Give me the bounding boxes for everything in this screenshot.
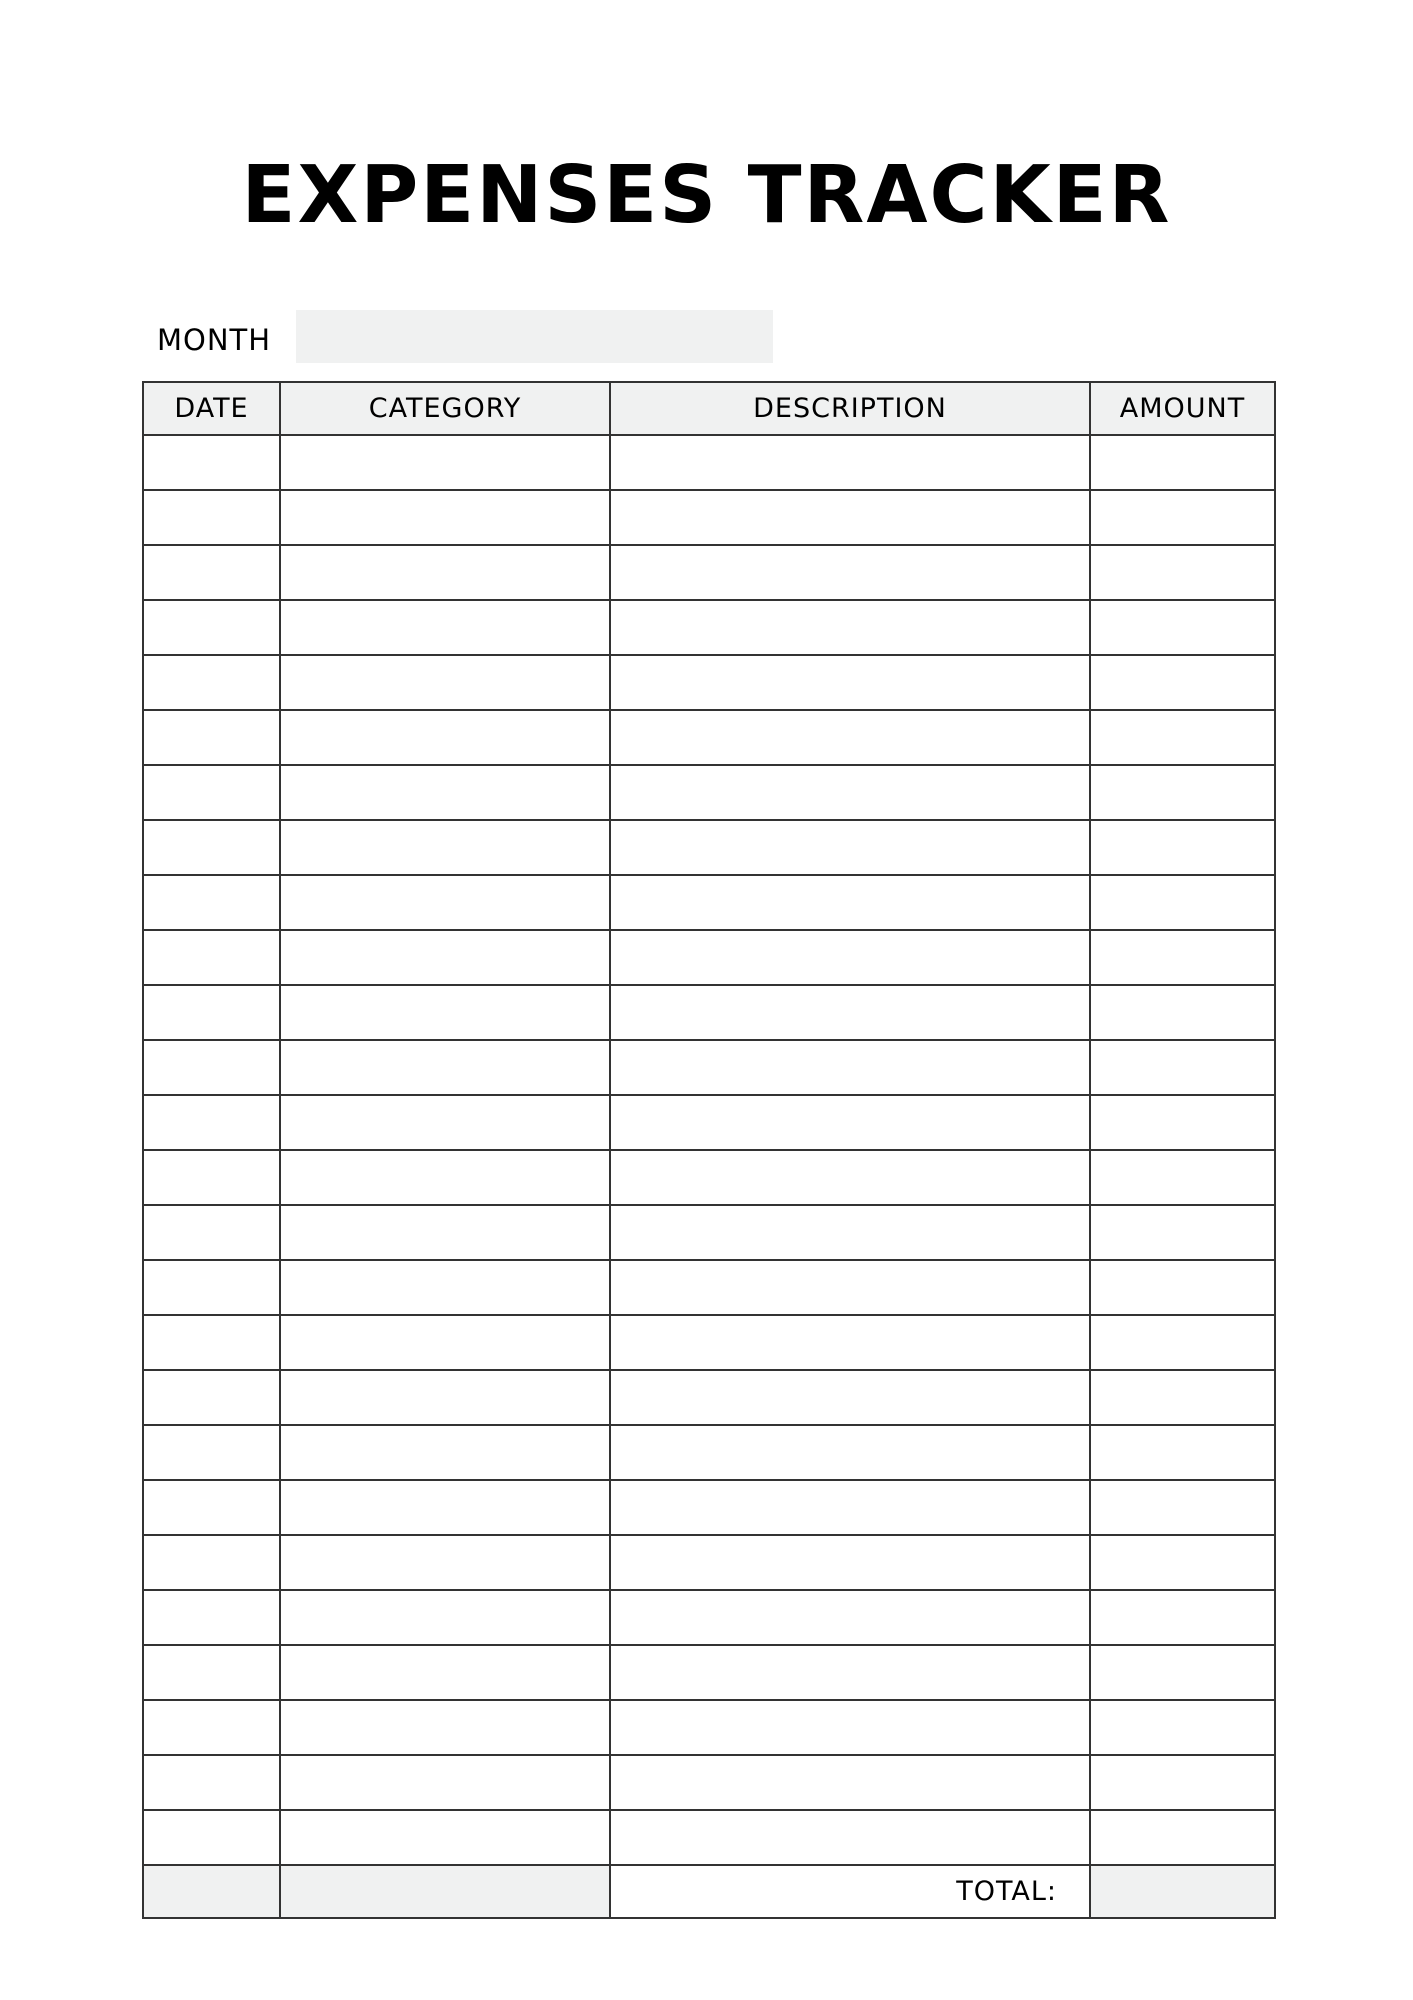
table-row (143, 1810, 1275, 1865)
amount-cell[interactable] (1090, 1205, 1275, 1260)
category-cell[interactable] (280, 600, 610, 655)
amount-cell[interactable] (1090, 710, 1275, 765)
description-cell[interactable] (610, 1755, 1090, 1810)
table-body (143, 435, 1275, 1865)
total-label: TOTAL: (610, 1865, 1090, 1918)
table-row (143, 765, 1275, 820)
date-cell[interactable] (143, 655, 280, 710)
description-cell[interactable] (610, 1095, 1090, 1150)
category-cell[interactable] (280, 1810, 610, 1865)
date-cell[interactable] (143, 1590, 280, 1645)
description-cell[interactable] (610, 490, 1090, 545)
description-cell[interactable] (610, 1205, 1090, 1260)
date-cell[interactable] (143, 1370, 280, 1425)
amount-cell[interactable] (1090, 1480, 1275, 1535)
amount-cell[interactable] (1090, 1755, 1275, 1810)
amount-cell[interactable] (1090, 1150, 1275, 1205)
table-row (143, 1370, 1275, 1425)
amount-cell[interactable] (1090, 545, 1275, 600)
category-cell[interactable] (280, 1480, 610, 1535)
amount-cell[interactable] (1090, 1040, 1275, 1095)
total-row (143, 1865, 1275, 1918)
table-row (143, 490, 1275, 545)
category-cell[interactable] (280, 765, 610, 820)
category-cell[interactable] (280, 1040, 610, 1095)
amount-cell[interactable] (1090, 1315, 1275, 1370)
amount-cell[interactable] (1090, 875, 1275, 930)
amount-cell[interactable] (1090, 820, 1275, 875)
description-cell[interactable] (610, 1480, 1090, 1535)
description-cell[interactable] (610, 875, 1090, 930)
table-row (143, 930, 1275, 985)
description-cell[interactable] (610, 1260, 1090, 1315)
date-cell[interactable] (143, 875, 280, 930)
category-cell[interactable] (280, 655, 610, 710)
amount-cell[interactable] (1090, 655, 1275, 710)
date-cell[interactable] (143, 1205, 280, 1260)
date-cell[interactable] (143, 1425, 280, 1480)
table-row (143, 435, 1275, 490)
date-cell[interactable] (143, 1260, 280, 1315)
column-header-date: DATE (143, 382, 280, 435)
table-row (143, 1315, 1275, 1370)
table-row (143, 1480, 1275, 1535)
table-row (143, 1645, 1275, 1700)
date-cell[interactable] (143, 1645, 280, 1700)
category-cell[interactable] (280, 1205, 610, 1260)
table-row (143, 1425, 1275, 1480)
amount-cell[interactable] (1090, 600, 1275, 655)
description-cell[interactable] (610, 1040, 1090, 1095)
table-row (143, 1040, 1275, 1095)
category-cell[interactable] (280, 490, 610, 545)
amount-cell[interactable] (1090, 985, 1275, 1040)
table-row (143, 545, 1275, 600)
category-cell[interactable] (280, 1150, 610, 1205)
description-cell[interactable] (610, 1700, 1090, 1755)
date-cell[interactable] (143, 1755, 280, 1810)
date-cell[interactable] (143, 1810, 280, 1865)
date-cell[interactable] (143, 1040, 280, 1095)
column-header-category: CATEGORY (280, 382, 610, 435)
amount-cell[interactable] (1090, 1590, 1275, 1645)
total-row-category-cell (280, 1865, 610, 1918)
category-cell[interactable] (280, 985, 610, 1040)
date-cell[interactable] (143, 1700, 280, 1755)
category-cell[interactable] (280, 1260, 610, 1315)
amount-cell[interactable] (1090, 930, 1275, 985)
category-cell[interactable] (280, 875, 610, 930)
category-cell[interactable] (280, 1645, 610, 1700)
date-cell[interactable] (143, 545, 280, 600)
category-cell[interactable] (280, 710, 610, 765)
table-row (143, 600, 1275, 655)
amount-cell[interactable] (1090, 490, 1275, 545)
description-cell[interactable] (610, 765, 1090, 820)
description-cell[interactable] (610, 930, 1090, 985)
amount-cell[interactable] (1090, 1810, 1275, 1865)
amount-cell[interactable] (1090, 1645, 1275, 1700)
category-cell[interactable] (280, 1095, 610, 1150)
amount-cell[interactable] (1090, 435, 1275, 490)
amount-cell[interactable] (1090, 1535, 1275, 1590)
date-cell[interactable] (143, 1315, 280, 1370)
description-cell[interactable] (610, 1535, 1090, 1590)
description-cell[interactable] (610, 1810, 1090, 1865)
table-row (143, 1700, 1275, 1755)
description-cell[interactable] (610, 655, 1090, 710)
category-cell[interactable] (280, 1535, 610, 1590)
amount-cell[interactable] (1090, 1700, 1275, 1755)
table-row (143, 1755, 1275, 1810)
category-cell[interactable] (280, 930, 610, 985)
category-cell[interactable] (280, 545, 610, 600)
description-cell[interactable] (610, 600, 1090, 655)
table-row (143, 1260, 1275, 1315)
table-row (143, 1095, 1275, 1150)
table-row (143, 985, 1275, 1040)
amount-cell[interactable] (1090, 765, 1275, 820)
table-row (143, 1590, 1275, 1645)
date-cell[interactable] (143, 600, 280, 655)
table-row (143, 710, 1275, 765)
category-cell[interactable] (280, 1700, 610, 1755)
description-cell[interactable] (610, 1590, 1090, 1645)
date-cell[interactable] (143, 435, 280, 490)
category-cell[interactable] (280, 1755, 610, 1810)
category-cell[interactable] (280, 1425, 610, 1480)
description-cell[interactable] (610, 435, 1090, 490)
category-cell[interactable] (280, 820, 610, 875)
description-cell[interactable] (610, 1150, 1090, 1205)
date-cell[interactable] (143, 490, 280, 545)
description-cell[interactable] (610, 545, 1090, 600)
column-header-amount: AMOUNT (1090, 382, 1275, 435)
date-cell[interactable] (143, 1095, 280, 1150)
date-cell[interactable] (143, 930, 280, 985)
month-label: MONTH (157, 323, 272, 357)
amount-cell[interactable] (1090, 1425, 1275, 1480)
table-row (143, 820, 1275, 875)
description-cell[interactable] (610, 1315, 1090, 1370)
category-cell[interactable] (280, 1315, 610, 1370)
table-row (143, 1535, 1275, 1590)
table-row (143, 655, 1275, 710)
date-cell[interactable] (143, 1480, 280, 1535)
amount-cell[interactable] (1090, 1260, 1275, 1315)
date-cell[interactable] (143, 1535, 280, 1590)
expenses-table (142, 381, 1276, 1919)
description-cell[interactable] (610, 710, 1090, 765)
description-cell[interactable] (610, 1425, 1090, 1480)
category-cell[interactable] (280, 1370, 610, 1425)
description-cell[interactable] (610, 985, 1090, 1040)
date-cell[interactable] (143, 1150, 280, 1205)
description-cell[interactable] (610, 1370, 1090, 1425)
date-cell[interactable] (143, 985, 280, 1040)
page-title: EXPENSES TRACKER (241, 149, 1172, 241)
table-row (143, 875, 1275, 930)
column-header-description: DESCRIPTION (610, 382, 1090, 435)
total-row-date-cell (143, 1865, 280, 1918)
amount-cell[interactable] (1090, 1370, 1275, 1425)
month-field[interactable] (296, 310, 773, 363)
description-cell[interactable] (610, 1645, 1090, 1700)
date-cell[interactable] (143, 710, 280, 765)
date-cell[interactable] (143, 765, 280, 820)
table-header-row (143, 382, 1275, 435)
amount-cell[interactable] (1090, 1095, 1275, 1150)
date-cell[interactable] (143, 820, 280, 875)
total-amount-cell[interactable] (1090, 1865, 1275, 1918)
description-cell[interactable] (610, 820, 1090, 875)
table-row (143, 1205, 1275, 1260)
category-cell[interactable] (280, 1590, 610, 1645)
category-cell[interactable] (280, 435, 610, 490)
table-row (143, 1150, 1275, 1205)
